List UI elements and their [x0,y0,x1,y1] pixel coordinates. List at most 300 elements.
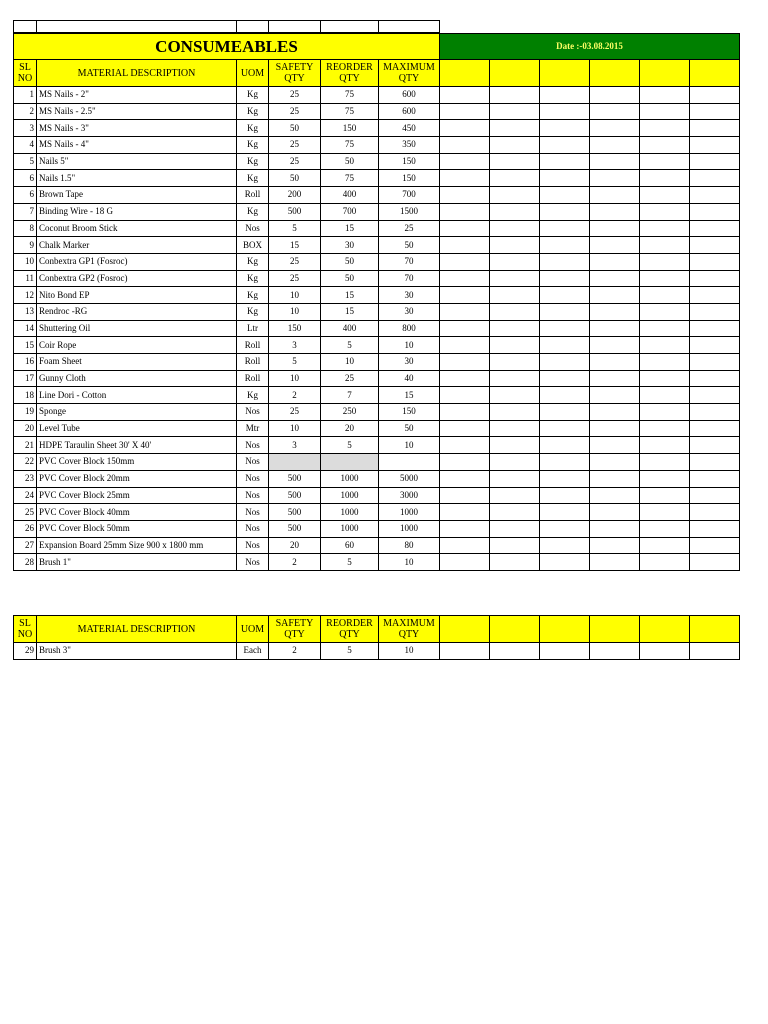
cell-reorder-qty[interactable]: 5 [321,437,379,454]
cell-reorder-qty[interactable]: 75 [321,87,379,104]
empty-cell[interactable] [540,387,590,404]
cell-description[interactable]: Binding Wire - 18 G [37,203,237,220]
cell-sl-no[interactable]: 2 [14,103,37,120]
empty-cell[interactable] [490,270,540,287]
empty-cell[interactable] [490,643,540,660]
cell-maximum-qty[interactable]: 30 [379,354,440,371]
empty-cell[interactable] [590,87,640,104]
empty-cell[interactable] [490,337,540,354]
empty-cell[interactable] [440,137,490,154]
empty-cell[interactable] [590,220,640,237]
empty-cell[interactable] [540,420,590,437]
empty-cell[interactable] [590,370,640,387]
empty-cell[interactable] [440,420,490,437]
empty-cell[interactable] [540,270,590,287]
cell-maximum-qty[interactable]: 150 [379,404,440,421]
cell-sl-no[interactable]: 7 [14,203,37,220]
empty-cell[interactable] [640,470,690,487]
empty-cell[interactable] [690,520,740,537]
empty-cell[interactable] [690,454,740,471]
empty-cell[interactable] [490,354,540,371]
cell-safety-qty[interactable]: 10 [269,420,321,437]
empty-cell[interactable] [540,237,590,254]
cell-maximum-qty[interactable]: 1000 [379,520,440,537]
cell-uom[interactable]: Ltr [237,320,269,337]
cell-maximum-qty[interactable]: 25 [379,220,440,237]
cell-reorder-qty[interactable]: 25 [321,370,379,387]
cell-maximum-qty[interactable]: 3000 [379,487,440,504]
cell-uom[interactable]: Kg [237,270,269,287]
cell-uom[interactable]: Kg [237,203,269,220]
empty-cell[interactable] [690,387,740,404]
cell-maximum-qty[interactable]: 600 [379,87,440,104]
cell-safety-qty[interactable]: 25 [269,137,321,154]
empty-cell[interactable] [440,237,490,254]
cell-reorder-qty[interactable]: 700 [321,203,379,220]
cell-uom[interactable]: Mtr [237,420,269,437]
cell-maximum-qty[interactable]: 10 [379,554,440,571]
empty-cell[interactable] [440,87,490,104]
cell-reorder-qty[interactable]: 15 [321,220,379,237]
empty-cell[interactable] [490,153,540,170]
empty-cell[interactable] [490,287,540,304]
cell-maximum-qty[interactable]: 450 [379,120,440,137]
empty-cell[interactable] [590,404,640,421]
empty-cell[interactable] [640,137,690,154]
cell-safety-qty[interactable]: 500 [269,504,321,521]
cell-description[interactable]: Foam Sheet [37,354,237,371]
empty-cell[interactable] [440,320,490,337]
cell-uom[interactable]: Kg [237,387,269,404]
cell-description[interactable]: Coir Rope [37,337,237,354]
cell-uom[interactable]: BOX [237,237,269,254]
cell-safety-qty[interactable]: 10 [269,303,321,320]
cell-reorder-qty[interactable]: 30 [321,237,379,254]
cell-description[interactable]: Brown Tape [37,187,237,204]
cell-sl-no[interactable]: 20 [14,420,37,437]
cell-sl-no[interactable]: 29 [14,643,37,660]
cell-reorder-qty[interactable]: 250 [321,404,379,421]
cell-uom[interactable]: Kg [237,87,269,104]
empty-cell[interactable] [14,21,37,33]
cell-safety-qty[interactable]: 5 [269,220,321,237]
cell-uom[interactable]: Roll [237,354,269,371]
empty-cell[interactable] [490,554,540,571]
empty-cell[interactable] [690,303,740,320]
cell-sl-no[interactable]: 8 [14,220,37,237]
empty-cell[interactable] [640,437,690,454]
empty-cell[interactable] [690,404,740,421]
empty-cell[interactable] [379,21,440,33]
cell-uom[interactable]: Kg [237,253,269,270]
empty-cell[interactable] [640,337,690,354]
empty-cell[interactable] [690,537,740,554]
empty-cell[interactable] [690,153,740,170]
empty-cell[interactable] [640,270,690,287]
empty-cell[interactable] [640,303,690,320]
cell-safety-qty[interactable]: 2 [269,387,321,404]
empty-cell[interactable] [540,520,590,537]
empty-cell[interactable] [690,237,740,254]
cell-reorder-qty[interactable]: 60 [321,537,379,554]
cell-safety-qty[interactable] [269,454,321,471]
cell-description[interactable]: Brush 1" [37,554,237,571]
cell-uom[interactable]: Nos [237,437,269,454]
cell-sl-no[interactable]: 12 [14,287,37,304]
cell-reorder-qty[interactable]: 15 [321,303,379,320]
empty-cell[interactable] [237,21,269,33]
cell-maximum-qty[interactable]: 80 [379,537,440,554]
cell-sl-no[interactable]: 17 [14,370,37,387]
cell-reorder-qty[interactable]: 150 [321,120,379,137]
empty-cell[interactable] [490,87,540,104]
cell-description[interactable]: Sponge [37,404,237,421]
cell-maximum-qty[interactable]: 70 [379,253,440,270]
cell-sl-no[interactable]: 6 [14,170,37,187]
cell-reorder-qty[interactable]: 5 [321,643,379,660]
cell-uom[interactable]: Nos [237,537,269,554]
empty-cell[interactable] [690,487,740,504]
empty-cell[interactable] [540,287,590,304]
cell-sl-no[interactable]: 25 [14,504,37,521]
empty-cell[interactable] [690,354,740,371]
cell-reorder-qty[interactable]: 50 [321,270,379,287]
empty-cell[interactable] [640,237,690,254]
empty-cell[interactable] [440,303,490,320]
cell-safety-qty[interactable]: 25 [269,87,321,104]
empty-cell[interactable] [540,404,590,421]
empty-cell[interactable] [590,643,640,660]
empty-cell[interactable] [690,220,740,237]
empty-cell[interactable] [640,287,690,304]
empty-cell[interactable] [640,220,690,237]
cell-uom[interactable]: Kg [237,170,269,187]
empty-cell[interactable] [490,220,540,237]
cell-maximum-qty[interactable]: 1500 [379,203,440,220]
empty-cell[interactable] [440,287,490,304]
cell-reorder-qty[interactable]: 1000 [321,504,379,521]
empty-cell[interactable] [440,354,490,371]
empty-cell[interactable] [490,470,540,487]
empty-cell[interactable] [440,103,490,120]
empty-cell[interactable] [540,120,590,137]
cell-maximum-qty[interactable]: 150 [379,170,440,187]
empty-cell[interactable] [640,103,690,120]
empty-cell[interactable] [590,470,640,487]
cell-reorder-qty[interactable]: 75 [321,170,379,187]
cell-sl-no[interactable]: 22 [14,454,37,471]
cell-description[interactable]: MS Nails - 4" [37,137,237,154]
empty-cell[interactable] [690,120,740,137]
cell-description[interactable]: PVC Cover Block 25mm [37,487,237,504]
empty-cell[interactable] [540,354,590,371]
empty-cell[interactable] [690,87,740,104]
cell-safety-qty[interactable]: 3 [269,337,321,354]
empty-cell[interactable] [640,320,690,337]
empty-cell[interactable] [690,320,740,337]
empty-cell[interactable] [690,420,740,437]
empty-cell[interactable] [640,420,690,437]
empty-cell[interactable] [440,404,490,421]
empty-cell[interactable] [590,337,640,354]
empty-cell[interactable] [640,253,690,270]
empty-cell[interactable] [490,370,540,387]
cell-uom[interactable]: Nos [237,404,269,421]
empty-cell[interactable] [440,520,490,537]
cell-sl-no[interactable]: 19 [14,404,37,421]
empty-cell[interactable] [590,170,640,187]
cell-description[interactable]: Gunny Cloth [37,370,237,387]
cell-maximum-qty[interactable]: 30 [379,303,440,320]
cell-maximum-qty[interactable]: 700 [379,187,440,204]
empty-cell[interactable] [440,643,490,660]
cell-reorder-qty[interactable]: 400 [321,187,379,204]
cell-reorder-qty[interactable]: 1000 [321,470,379,487]
empty-cell[interactable] [440,454,490,471]
empty-cell[interactable] [490,454,540,471]
cell-sl-no[interactable]: 13 [14,303,37,320]
cell-uom[interactable]: Nos [237,554,269,571]
empty-cell[interactable] [490,203,540,220]
empty-cell[interactable] [640,170,690,187]
cell-maximum-qty[interactable]: 800 [379,320,440,337]
cell-description[interactable]: Line Dori - Cotton [37,387,237,404]
cell-description[interactable]: Nails 1.5" [37,170,237,187]
cell-maximum-qty[interactable]: 10 [379,337,440,354]
empty-cell[interactable] [540,554,590,571]
empty-cell[interactable] [440,220,490,237]
cell-maximum-qty[interactable]: 600 [379,103,440,120]
empty-cell[interactable] [590,270,640,287]
cell-sl-no[interactable]: 23 [14,470,37,487]
cell-uom[interactable]: Nos [237,470,269,487]
cell-description[interactable]: Conbextra GP2 (Fosroc) [37,270,237,287]
cell-safety-qty[interactable]: 20 [269,537,321,554]
empty-cell[interactable] [490,520,540,537]
empty-cell[interactable] [590,420,640,437]
empty-cell[interactable] [640,643,690,660]
cell-sl-no[interactable]: 15 [14,337,37,354]
cell-safety-qty[interactable]: 25 [269,404,321,421]
empty-cell[interactable] [440,253,490,270]
empty-cell[interactable] [440,504,490,521]
empty-cell[interactable] [540,220,590,237]
empty-cell[interactable] [490,320,540,337]
cell-safety-qty[interactable]: 50 [269,170,321,187]
empty-cell[interactable] [690,337,740,354]
empty-cell[interactable] [590,287,640,304]
cell-uom[interactable]: Roll [237,337,269,354]
cell-safety-qty[interactable]: 5 [269,354,321,371]
cell-uom[interactable]: Roll [237,187,269,204]
cell-description[interactable]: Level Tube [37,420,237,437]
cell-description[interactable]: Conbextra GP1 (Fosroc) [37,253,237,270]
cell-reorder-qty[interactable]: 50 [321,253,379,270]
cell-safety-qty[interactable]: 2 [269,554,321,571]
empty-cell[interactable] [490,437,540,454]
cell-uom[interactable]: Nos [237,504,269,521]
empty-cell[interactable] [440,370,490,387]
empty-cell[interactable] [540,643,590,660]
empty-cell[interactable] [690,203,740,220]
cell-description[interactable]: Coconut Broom Stick [37,220,237,237]
empty-cell[interactable] [640,554,690,571]
cell-uom[interactable]: Each [237,643,269,660]
empty-cell[interactable] [690,643,740,660]
cell-safety-qty[interactable]: 500 [269,520,321,537]
cell-reorder-qty[interactable]: 75 [321,137,379,154]
cell-description[interactable]: PVC Cover Block 40mm [37,504,237,521]
empty-cell[interactable] [640,404,690,421]
empty-cell[interactable] [640,370,690,387]
cell-safety-qty[interactable]: 500 [269,470,321,487]
cell-uom[interactable]: Kg [237,137,269,154]
cell-safety-qty[interactable]: 50 [269,120,321,137]
empty-cell[interactable] [590,520,640,537]
cell-maximum-qty[interactable]: 10 [379,437,440,454]
cell-maximum-qty[interactable]: 70 [379,270,440,287]
cell-sl-no[interactable]: 4 [14,137,37,154]
empty-cell[interactable] [690,437,740,454]
empty-cell[interactable] [540,437,590,454]
empty-cell[interactable] [590,137,640,154]
empty-cell[interactable] [321,21,379,33]
empty-cell[interactable] [640,520,690,537]
cell-uom[interactable]: Kg [237,120,269,137]
empty-cell[interactable] [590,320,640,337]
cell-safety-qty[interactable]: 10 [269,370,321,387]
cell-sl-no[interactable]: 10 [14,253,37,270]
empty-cell[interactable] [540,470,590,487]
empty-cell[interactable] [269,21,321,33]
cell-maximum-qty[interactable]: 5000 [379,470,440,487]
cell-uom[interactable]: Kg [237,153,269,170]
cell-maximum-qty[interactable]: 40 [379,370,440,387]
empty-cell[interactable] [440,203,490,220]
cell-sl-no[interactable]: 18 [14,387,37,404]
cell-sl-no[interactable]: 3 [14,120,37,137]
cell-safety-qty[interactable]: 25 [269,253,321,270]
empty-cell[interactable] [590,537,640,554]
empty-cell[interactable] [490,487,540,504]
empty-cell[interactable] [490,170,540,187]
empty-cell[interactable] [490,137,540,154]
empty-cell[interactable] [690,137,740,154]
cell-safety-qty[interactable]: 150 [269,320,321,337]
empty-cell[interactable] [590,354,640,371]
cell-description[interactable]: HDPE Taraulin Sheet 30' X 40' [37,437,237,454]
cell-uom[interactable]: Nos [237,520,269,537]
empty-cell[interactable] [690,470,740,487]
cell-maximum-qty[interactable]: 1000 [379,504,440,521]
cell-sl-no[interactable]: 21 [14,437,37,454]
empty-cell[interactable] [590,504,640,521]
empty-cell[interactable] [640,153,690,170]
empty-cell[interactable] [690,554,740,571]
cell-safety-qty[interactable]: 10 [269,287,321,304]
cell-uom[interactable]: Kg [237,287,269,304]
cell-sl-no[interactable]: 6 [14,187,37,204]
empty-cell[interactable] [540,187,590,204]
empty-cell[interactable] [640,387,690,404]
empty-cell[interactable] [640,203,690,220]
empty-cell[interactable] [490,303,540,320]
empty-cell[interactable] [590,454,640,471]
empty-cell[interactable] [490,187,540,204]
empty-cell[interactable] [440,387,490,404]
cell-maximum-qty[interactable] [379,454,440,471]
cell-sl-no[interactable]: 1 [14,87,37,104]
empty-cell[interactable] [540,103,590,120]
empty-cell[interactable] [440,337,490,354]
cell-description[interactable]: Brush 3" [37,643,237,660]
cell-reorder-qty[interactable]: 5 [321,337,379,354]
empty-cell[interactable] [37,21,237,33]
empty-cell[interactable] [440,554,490,571]
cell-safety-qty[interactable]: 3 [269,437,321,454]
cell-description[interactable]: Rendroc -RG [37,303,237,320]
cell-reorder-qty[interactable]: 1000 [321,520,379,537]
empty-cell[interactable] [690,253,740,270]
empty-cell[interactable] [490,253,540,270]
empty-cell[interactable] [490,387,540,404]
empty-cell[interactable] [490,537,540,554]
empty-cell[interactable] [490,404,540,421]
empty-cell[interactable] [540,87,590,104]
cell-reorder-qty[interactable]: 400 [321,320,379,337]
empty-cell[interactable] [590,554,640,571]
empty-cell[interactable] [590,203,640,220]
cell-uom[interactable]: Nos [237,220,269,237]
cell-reorder-qty[interactable]: 75 [321,103,379,120]
empty-cell[interactable] [540,170,590,187]
empty-cell[interactable] [590,187,640,204]
empty-cell[interactable] [540,303,590,320]
empty-cell[interactable] [590,437,640,454]
cell-sl-no[interactable]: 9 [14,237,37,254]
empty-cell[interactable] [590,120,640,137]
empty-cell[interactable] [690,270,740,287]
empty-cell[interactable] [540,487,590,504]
cell-maximum-qty[interactable]: 30 [379,287,440,304]
cell-maximum-qty[interactable]: 50 [379,237,440,254]
cell-maximum-qty[interactable]: 350 [379,137,440,154]
cell-sl-no[interactable]: 11 [14,270,37,287]
empty-cell[interactable] [490,120,540,137]
empty-cell[interactable] [540,253,590,270]
cell-reorder-qty[interactable]: 50 [321,153,379,170]
cell-description[interactable]: Expansion Board 25mm Size 900 x 1800 mm [37,537,237,554]
empty-cell[interactable] [440,120,490,137]
cell-reorder-qty[interactable]: 7 [321,387,379,404]
empty-cell[interactable] [690,287,740,304]
cell-safety-qty[interactable]: 2 [269,643,321,660]
cell-sl-no[interactable]: 28 [14,554,37,571]
empty-cell[interactable] [540,504,590,521]
cell-uom[interactable]: Kg [237,103,269,120]
cell-maximum-qty[interactable]: 10 [379,643,440,660]
empty-cell[interactable] [640,354,690,371]
empty-cell[interactable] [490,504,540,521]
empty-cell[interactable] [690,370,740,387]
cell-reorder-qty[interactable]: 5 [321,554,379,571]
cell-sl-no[interactable]: 27 [14,537,37,554]
cell-sl-no[interactable]: 24 [14,487,37,504]
cell-description[interactable]: MS Nails - 2.5" [37,103,237,120]
empty-cell[interactable] [640,87,690,104]
cell-description[interactable]: Chalk Marker [37,237,237,254]
empty-cell[interactable] [590,153,640,170]
